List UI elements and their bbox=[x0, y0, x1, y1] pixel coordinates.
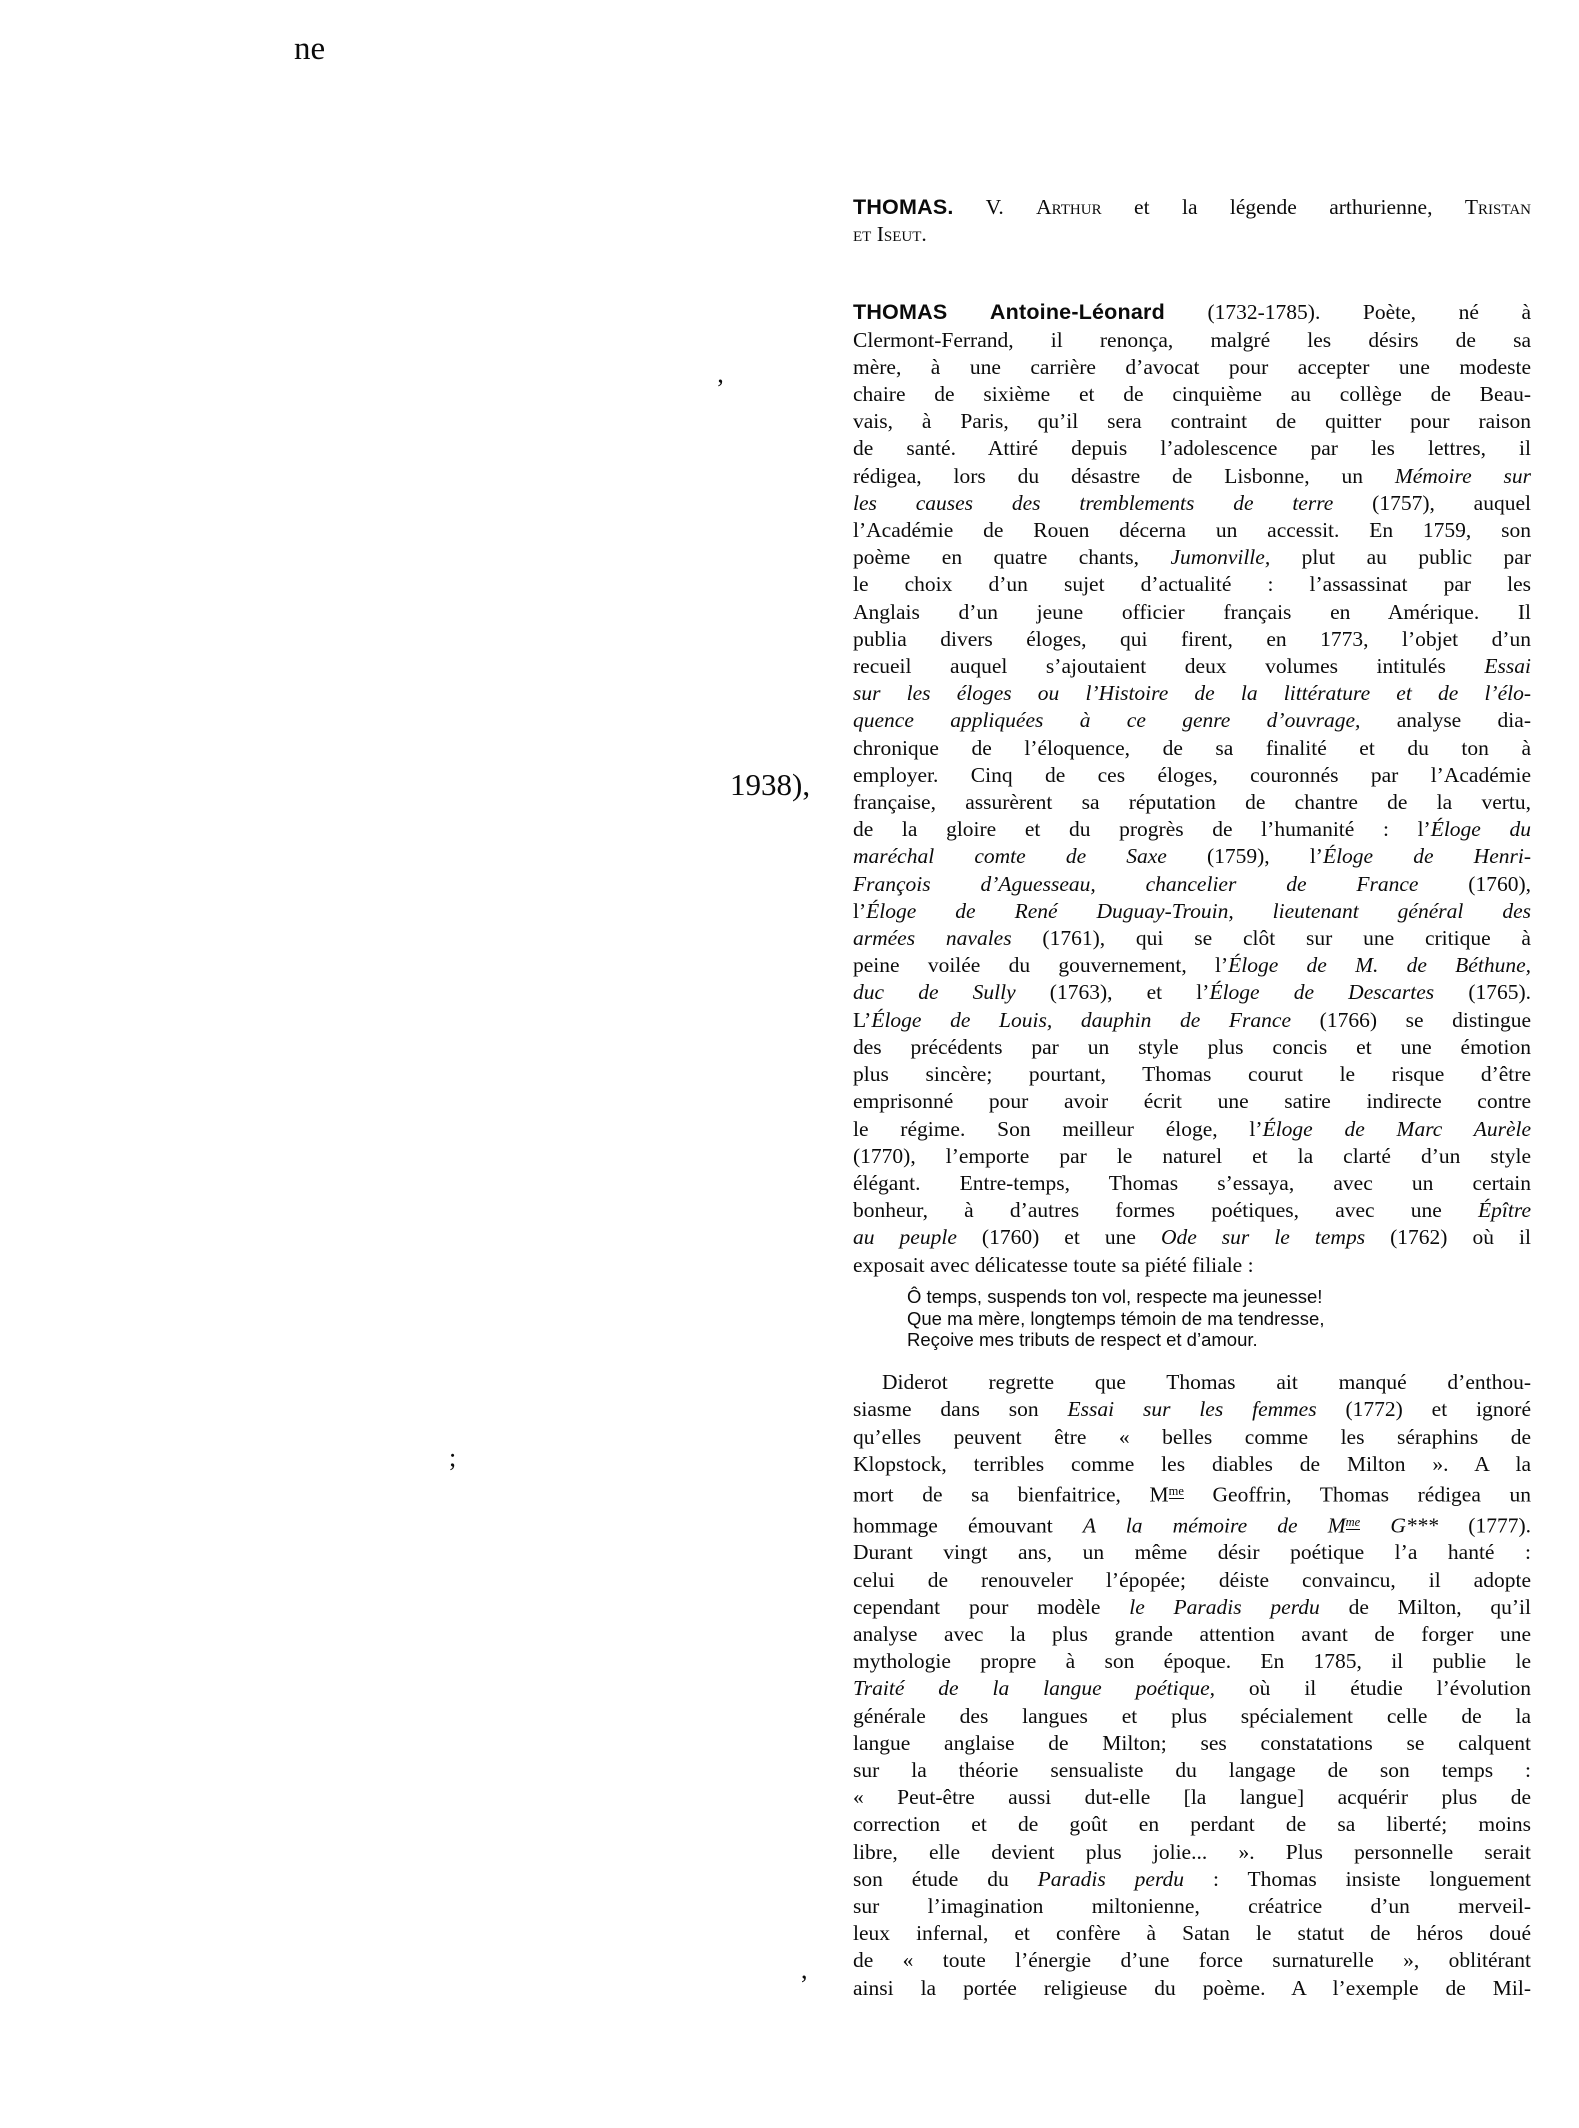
text-segment: Traité de la langue poétique, bbox=[853, 1676, 1215, 1701]
text-segment: Paradis perdu bbox=[1037, 1866, 1185, 1891]
text-line bbox=[907, 1286, 1531, 1308]
text-segment: mythologie propre à son époque. En 1785, il publie le bbox=[853, 1649, 1531, 1674]
text-segment: le Paradis perdu bbox=[1129, 1594, 1320, 1619]
text-line bbox=[853, 898, 1531, 925]
text-line bbox=[853, 680, 1531, 707]
text-segment: G*** bbox=[1360, 1513, 1439, 1538]
text-segment: libre, elle devient plus jolie... ». Plus personnelle serait bbox=[853, 1839, 1531, 1864]
text-segment: Éloge de M. de Béthune, bbox=[1228, 953, 1531, 978]
text-line bbox=[853, 1594, 1531, 1621]
text-segment: (1760) et une bbox=[956, 1225, 1161, 1250]
text-segment: (1757), auquel bbox=[1333, 490, 1531, 515]
text-segment: mère, à une carrière d’avocat pour accepter une modeste bbox=[853, 354, 1531, 379]
text-segment: mort de sa bienfaitrice, M bbox=[853, 1482, 1169, 1507]
text-line bbox=[853, 599, 1531, 626]
text-segment: me bbox=[1345, 1514, 1361, 1529]
text-segment: son étude du bbox=[853, 1866, 1038, 1891]
text-segment: employer. Cinq de ces éloges, couronnés par l’Académie bbox=[853, 762, 1531, 787]
text-line bbox=[853, 1648, 1531, 1675]
text-line bbox=[853, 925, 1531, 952]
text-segment: THOMAS. bbox=[853, 195, 954, 219]
text-segment: Ode sur le temps bbox=[1160, 1225, 1366, 1250]
text-line bbox=[853, 1675, 1531, 1702]
text-segment: plus sincère; pourtant, Thomas courut le risque d’être bbox=[853, 1062, 1531, 1087]
text-line bbox=[853, 1703, 1531, 1730]
text-line bbox=[853, 1252, 1531, 1279]
text-line bbox=[853, 1143, 1531, 1170]
text-segment: qu’elles peuvent être « belles comme les séraphins de bbox=[853, 1424, 1531, 1449]
text-segment: emprisonné pour avoir écrit une satire indirecte contre bbox=[853, 1089, 1531, 1114]
text-segment: celui de renouveler l’épopée; déiste convaincu, il adopte bbox=[853, 1567, 1531, 1592]
text-segment: leux infernal, et confère à Satan le statut de héros doué bbox=[853, 1921, 1531, 1946]
text-line bbox=[853, 1197, 1531, 1224]
text-line bbox=[853, 816, 1531, 843]
text-line bbox=[853, 1369, 1531, 1396]
text-segment: sur les éloges ou l’Histoire de la littérature et de l’élo- bbox=[853, 681, 1531, 706]
text-line bbox=[853, 1116, 1531, 1143]
text-segment: Arthur bbox=[1036, 195, 1102, 219]
text-segment: au peuple bbox=[853, 1225, 957, 1250]
text-line bbox=[853, 1478, 1531, 1509]
text-segment: correction et de goût en perdant de sa liberté; moins bbox=[853, 1812, 1531, 1837]
text-line bbox=[853, 490, 1531, 517]
text-segment: où il étudie l’évolution bbox=[1215, 1676, 1531, 1701]
text-segment: me bbox=[1168, 1483, 1184, 1498]
text-segment: . bbox=[921, 222, 927, 247]
text-segment: chronique de l’éloquence, de sa finalité et du ton à bbox=[853, 735, 1531, 760]
text-segment: L’ bbox=[853, 1007, 872, 1032]
text-line bbox=[853, 408, 1531, 435]
text-segment: (1761), qui se clôt sur une critique à bbox=[1011, 926, 1531, 951]
text-segment: l’Académie de Rouen décerna un accessit. En 1759, son bbox=[853, 518, 1531, 543]
text-segment: peine voilée du gouvernement, l’ bbox=[853, 953, 1229, 978]
text-segment: Que ma mère, longtemps témoin de ma tendresse, bbox=[907, 1307, 1325, 1329]
paragraph-diderot-milton bbox=[853, 1369, 1531, 2002]
text-line bbox=[853, 1509, 1531, 1540]
text-segment: rédigea, lors du désastre de Lisbonne, un bbox=[853, 463, 1395, 488]
dictionary-text-column bbox=[853, 194, 1531, 2002]
text-segment: recueil auquel s’ajoutaient deux volumes intitulés bbox=[853, 654, 1485, 679]
text-segment: (1770), l’emporte par le naturel et la clarté d’un style bbox=[853, 1143, 1531, 1168]
text-line bbox=[853, 1396, 1531, 1423]
text-line bbox=[853, 871, 1531, 898]
text-segment: Reçoive mes tributs de respect et d’amour. bbox=[907, 1329, 1258, 1351]
text-segment: cependant pour modèle bbox=[853, 1594, 1130, 1619]
text-segment: Durant vingt ans, un même désir poétique l’a hanté : bbox=[853, 1540, 1531, 1565]
text-line bbox=[853, 1839, 1531, 1866]
text-segment: l’ bbox=[853, 898, 867, 923]
text-line bbox=[853, 1567, 1531, 1594]
text-segment: armées navales bbox=[853, 926, 1012, 951]
text-segment: analyse dia- bbox=[1360, 708, 1531, 733]
text-segment: sur l’imagination miltonienne, créatrice d’un merveil- bbox=[853, 1893, 1531, 1918]
text-segment: Ô temps, suspends ton vol, respecte ma jeunesse! bbox=[907, 1285, 1323, 1307]
text-line bbox=[853, 979, 1531, 1006]
margin-mark-apostrophe: ’ bbox=[716, 374, 725, 403]
text-segment: (1760), bbox=[1418, 871, 1531, 896]
entry-thomas-antoine-leonard bbox=[853, 299, 1531, 1278]
text-segment: François d’Aguesseau, chancelier de France bbox=[853, 871, 1419, 896]
text-segment: de santé. Attiré depuis l’adolescence par les lettres, il bbox=[853, 436, 1531, 461]
text-segment: les causes des tremblements de terre bbox=[853, 490, 1334, 515]
text-segment: Clermont-Ferrand, il renonça, malgré les désirs de sa bbox=[853, 327, 1531, 352]
text-segment: THOMAS Antoine-Léonard bbox=[853, 300, 1165, 325]
text-segment: et Iseut bbox=[853, 222, 922, 247]
text-line bbox=[853, 435, 1531, 462]
text-segment: « Peut-être aussi dut-elle [la langue] acquérir plus de bbox=[853, 1785, 1531, 1810]
text-line bbox=[853, 1170, 1531, 1197]
text-line bbox=[853, 1088, 1531, 1115]
text-line bbox=[853, 517, 1531, 544]
text-segment: Éloge du bbox=[1430, 817, 1531, 842]
text-segment: de la gloire et du progrès de l’humanité : l’ bbox=[853, 817, 1431, 842]
text-segment: Éloge de Marc Aurèle bbox=[1262, 1116, 1532, 1141]
text-line bbox=[907, 1308, 1531, 1330]
text-segment: des précédents par un style plus concis et une émotion bbox=[853, 1034, 1531, 1059]
text-line bbox=[853, 463, 1531, 490]
text-segment: V. bbox=[953, 195, 1037, 219]
text-line bbox=[853, 1920, 1531, 1947]
text-segment: Éloge de Henri- bbox=[1322, 844, 1531, 869]
text-line bbox=[853, 1034, 1531, 1061]
text-line bbox=[853, 952, 1531, 979]
text-line bbox=[853, 1007, 1531, 1034]
text-line bbox=[853, 707, 1531, 734]
page-edge-fragment-ne: ne bbox=[294, 31, 326, 67]
verse-quotation bbox=[853, 1286, 1531, 1351]
text-line bbox=[853, 381, 1531, 408]
text-segment: duc de Sully bbox=[853, 980, 1016, 1005]
text-segment: Éloge de Descartes bbox=[1209, 980, 1435, 1005]
text-line bbox=[853, 735, 1531, 762]
text-segment: : Thomas insiste longuement bbox=[1184, 1866, 1531, 1891]
text-segment: Essai sur les femmes bbox=[1067, 1397, 1317, 1422]
text-segment: (1732-1785). Poète, né à bbox=[1164, 300, 1531, 325]
text-segment: plut au public par bbox=[1270, 545, 1532, 570]
text-segment: Diderot regrette que Thomas ait manqué d’enthou- bbox=[882, 1370, 1531, 1395]
text-segment: poème en quatre chants, bbox=[853, 545, 1171, 570]
text-segment: élégant. Entre-temps, Thomas s’essaya, avec un certain bbox=[853, 1170, 1531, 1195]
text-line bbox=[853, 1621, 1531, 1648]
text-line bbox=[853, 1866, 1531, 1893]
text-segment: de Milton, qu’il bbox=[1319, 1594, 1531, 1619]
text-segment: (1759), l’ bbox=[1166, 844, 1323, 869]
text-line bbox=[853, 354, 1531, 381]
text-line bbox=[853, 571, 1531, 598]
text-line bbox=[853, 299, 1531, 326]
text-segment: (1762) où il bbox=[1365, 1225, 1531, 1250]
text-segment: (1763), et l’ bbox=[1015, 980, 1210, 1005]
text-segment: (1777). bbox=[1438, 1513, 1531, 1538]
text-segment: et la légende arthurienne, bbox=[1101, 195, 1465, 219]
text-line bbox=[853, 626, 1531, 653]
text-segment: générale des langues et plus spécialement celle de la bbox=[853, 1703, 1531, 1728]
text-line bbox=[853, 1947, 1531, 1974]
margin-mark-1938: 1938), bbox=[730, 767, 811, 802]
text-segment: (1772) et ignoré bbox=[1316, 1397, 1532, 1422]
text-segment: langue anglaise de Milton; ses constatations se calquent bbox=[853, 1730, 1531, 1755]
text-segment: le régime. Son meilleur éloge, l’ bbox=[853, 1116, 1263, 1141]
text-line bbox=[853, 653, 1531, 680]
margin-mark-semicolon: ; bbox=[449, 1443, 457, 1472]
text-line bbox=[853, 221, 1531, 248]
text-segment: de « toute l’énergie d’une force surnaturelle », oblitérant bbox=[853, 1948, 1531, 1973]
text-segment: bonheur, à d’autres formes poétiques, avec une bbox=[853, 1198, 1479, 1223]
text-segment: Anglais d’un jeune officier français en Amérique. Il bbox=[853, 599, 1531, 624]
text-segment: publia divers éloges, qui firent, en 1773, l’objet d’un bbox=[853, 626, 1531, 651]
text-line bbox=[853, 1539, 1531, 1566]
text-line bbox=[853, 1224, 1531, 1251]
text-segment: Essai bbox=[1484, 654, 1531, 679]
text-segment: hommage émouvant bbox=[853, 1513, 1083, 1538]
text-segment: Geoffrin, Thomas rédigea un bbox=[1183, 1482, 1531, 1507]
text-line bbox=[853, 1811, 1531, 1838]
text-segment: ainsi la portée religieuse du poème. A l’exemple de Mil- bbox=[853, 1975, 1531, 2000]
text-segment: Épître bbox=[1478, 1198, 1531, 1223]
text-line bbox=[907, 1329, 1531, 1351]
text-segment: Mémoire sur bbox=[1394, 463, 1531, 488]
text-line bbox=[853, 843, 1531, 870]
entry-thomas-cross-reference bbox=[853, 194, 1531, 248]
text-segment: Éloge de René Duguay-Trouin, lieutenant général des bbox=[866, 898, 1531, 923]
text-segment: Klopstock, terribles comme les diables de Milton ». A la bbox=[853, 1451, 1531, 1476]
text-line bbox=[853, 544, 1531, 571]
text-line bbox=[853, 1975, 1531, 2002]
text-segment: vais, à Paris, qu’il sera contraint de quitter pour raison bbox=[853, 409, 1531, 434]
text-segment: analyse avec la plus grande attention avant de forger une bbox=[853, 1621, 1531, 1646]
text-segment: le choix d’un sujet d’actualité : l’assassinat par les bbox=[853, 572, 1531, 597]
text-segment: exposait avec délicatesse toute sa piété filiale : bbox=[853, 1252, 1254, 1277]
text-segment: Jumonville, bbox=[1170, 545, 1271, 570]
text-segment: sur la théorie sensualiste du langage de son temps : bbox=[853, 1757, 1531, 1782]
text-segment: Éloge de Louis, dauphin de France bbox=[871, 1007, 1292, 1032]
text-line bbox=[853, 1784, 1531, 1811]
text-line bbox=[853, 1893, 1531, 1920]
text-line bbox=[853, 1451, 1531, 1478]
text-line bbox=[853, 1730, 1531, 1757]
text-segment: (1765). bbox=[1434, 980, 1532, 1005]
text-line bbox=[853, 789, 1531, 816]
text-line bbox=[853, 1757, 1531, 1784]
text-segment: A la mémoire de M bbox=[1082, 1513, 1346, 1538]
text-line bbox=[853, 762, 1531, 789]
margin-mark-comma: , bbox=[801, 1955, 808, 1984]
text-line bbox=[853, 1424, 1531, 1451]
text-segment: (1766) se distingue bbox=[1291, 1007, 1532, 1032]
text-segment: française, assurèrent sa réputation de chantre de la vertu, bbox=[853, 790, 1531, 815]
text-segment: quence appliquées à ce genre d’ouvrage, bbox=[853, 708, 1361, 733]
text-line bbox=[853, 1061, 1531, 1088]
text-line bbox=[853, 327, 1531, 354]
text-segment: Tristan bbox=[1464, 195, 1531, 219]
text-segment: chaire de sixième et de cinquième au collège de Beau- bbox=[853, 382, 1531, 407]
text-segment: siasme dans son bbox=[853, 1397, 1068, 1422]
text-line bbox=[853, 194, 1531, 221]
text-segment: maréchal comte de Saxe bbox=[853, 844, 1167, 869]
